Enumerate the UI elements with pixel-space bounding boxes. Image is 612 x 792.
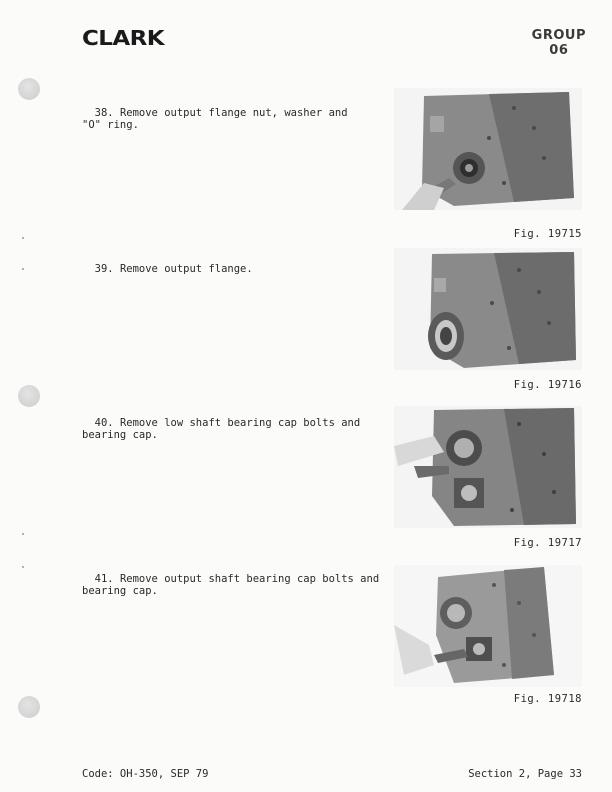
scan-speck [22, 237, 24, 239]
figure-photo-19716 [394, 248, 582, 370]
step-number: 38. [94, 107, 114, 119]
group-number: 06 [549, 43, 569, 58]
binder-hole [18, 385, 40, 407]
figure-photo-19715 [394, 88, 582, 210]
group-label [532, 28, 586, 58]
footer-section-page: Section 2, Page 33 [468, 768, 582, 780]
scan-speck [22, 566, 24, 568]
footer-code: Code: OH-350, SEP 79 [82, 768, 209, 780]
scan-speck [22, 268, 24, 270]
step-39 [82, 251, 362, 275]
figure-photo-19718 [394, 565, 582, 687]
step-text: Remove low shaft bearing cap bolts and bearing cap. [82, 417, 361, 441]
binder-hole [18, 78, 40, 100]
step-number: 41. [94, 573, 114, 585]
step-number: 39. [94, 263, 114, 275]
step-38 [82, 95, 362, 131]
step-number: 40. [94, 417, 114, 429]
step-text: Remove output flange. [119, 263, 253, 275]
figure-caption: Fig. 19715 [513, 228, 582, 240]
figure-caption: Fig. 19717 [513, 537, 582, 549]
figure-photo-19717 [394, 406, 582, 528]
step-40 [82, 405, 362, 441]
brand-logo: CLARK [82, 26, 165, 50]
figure-caption: Fig. 19716 [513, 379, 582, 391]
scan-speck [22, 533, 24, 535]
figure-caption: Fig. 19718 [513, 693, 582, 705]
step-text: Remove output shaft bearing cap bolts and bearing cap. [82, 573, 380, 597]
binder-hole [18, 696, 40, 718]
step-41 [82, 561, 380, 597]
step-text: Remove output flange nut, washer and "O" ring. [82, 107, 348, 131]
group-label-text: GROUP [531, 28, 586, 43]
